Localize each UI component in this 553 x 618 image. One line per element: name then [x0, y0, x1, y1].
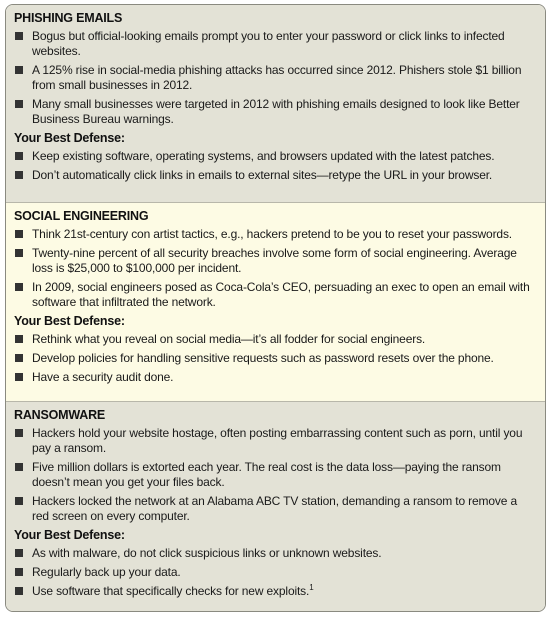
list-item: Develop policies for handling sensitive requests such as password resets over the phone.: [14, 351, 535, 366]
square-bullet-icon: [15, 283, 23, 291]
square-bullet-icon: [15, 549, 23, 557]
list-item: Keep existing software, operating systems, and browsers updated with the latest patches.: [14, 149, 535, 164]
square-bullet-icon: [15, 249, 23, 257]
defense-list: [14, 546, 535, 599]
list-item: Think 21st-century con artist tactics, e.g., hackers pretend to be you to reset your passwords.: [14, 227, 535, 242]
list-item: Five million dollars is extorted each year. The real cost is the data loss—paying the ransom doesn’t mean you get your files back.: [14, 460, 535, 490]
list-item: Hackers hold your website hostage, often posting embarrassing content such as porn, until you pay a ransom.: [14, 426, 535, 456]
section-title: SOCIAL ENGINEERING: [14, 209, 149, 223]
list-item: Many small businesses were targeted in 2012 with phishing emails designed to look like Better Business Bureau warnings.: [14, 97, 535, 127]
defense-title: Your Best Defense:: [14, 314, 125, 328]
defense-list: [14, 149, 535, 183]
section-ransomware: [6, 402, 545, 611]
list-item: In 2009, social engineers posed as Coca-Cola’s CEO, persuading an exec to open an email with software that infiltrated the network.: [14, 280, 535, 310]
list-item: A 125% rise in social-media phishing attacks has occurred since 2012. Phishers stole $1 billion from small businesses in 2012.: [14, 63, 535, 93]
square-bullet-icon: [15, 568, 23, 576]
list-item: Twenty-nine percent of all security breaches involve some form of social engineering. Average loss is $25,000 to $100,000 per incident.: [14, 246, 535, 276]
square-bullet-icon: [15, 100, 23, 108]
section-social-engineering: [6, 202, 545, 402]
square-bullet-icon: [15, 463, 23, 471]
defense-title: Your Best Defense:: [14, 528, 125, 542]
list-item: Bogus but official-looking emails prompt you to enter your password or click links to infected websites.: [14, 29, 535, 59]
square-bullet-icon: [15, 497, 23, 505]
security-threats-panel: [5, 4, 546, 612]
list-item: Have a security audit done.: [14, 370, 535, 385]
square-bullet-icon: [15, 66, 23, 74]
square-bullet-icon: [15, 230, 23, 238]
square-bullet-icon: [15, 429, 23, 437]
fact-list: [14, 29, 535, 127]
square-bullet-icon: [15, 587, 23, 595]
fact-list: [14, 227, 535, 310]
defense-title: Your Best Defense:: [14, 131, 125, 145]
square-bullet-icon: [15, 335, 23, 343]
footnote-marker: 1: [309, 583, 314, 592]
list-item: Regularly back up your data.: [14, 565, 535, 580]
square-bullet-icon: [15, 354, 23, 362]
fact-list: [14, 426, 535, 524]
square-bullet-icon: [15, 152, 23, 160]
list-item: Don’t automatically click links in emails to external sites—retype the URL in your browser.: [14, 168, 535, 183]
section-phishing-emails: [6, 5, 545, 202]
list-item: Rethink what you reveal on social media—it’s all fodder for social engineers.: [14, 332, 535, 347]
square-bullet-icon: [15, 32, 23, 40]
list-item: Use software that specifically checks for new exploits.$^1$: [14, 584, 535, 599]
section-title: PHISHING EMAILS: [14, 11, 123, 25]
list-item: Hackers locked the network at an Alabama ABC TV station, demanding a ransom to remove a red screen on every computer.: [14, 494, 535, 524]
section-title: RANSOMWARE: [14, 408, 106, 422]
square-bullet-icon: [15, 171, 23, 179]
defense-list: [14, 332, 535, 385]
square-bullet-icon: [15, 373, 23, 381]
list-item: As with malware, do not click suspicious links or unknown websites.: [14, 546, 535, 561]
